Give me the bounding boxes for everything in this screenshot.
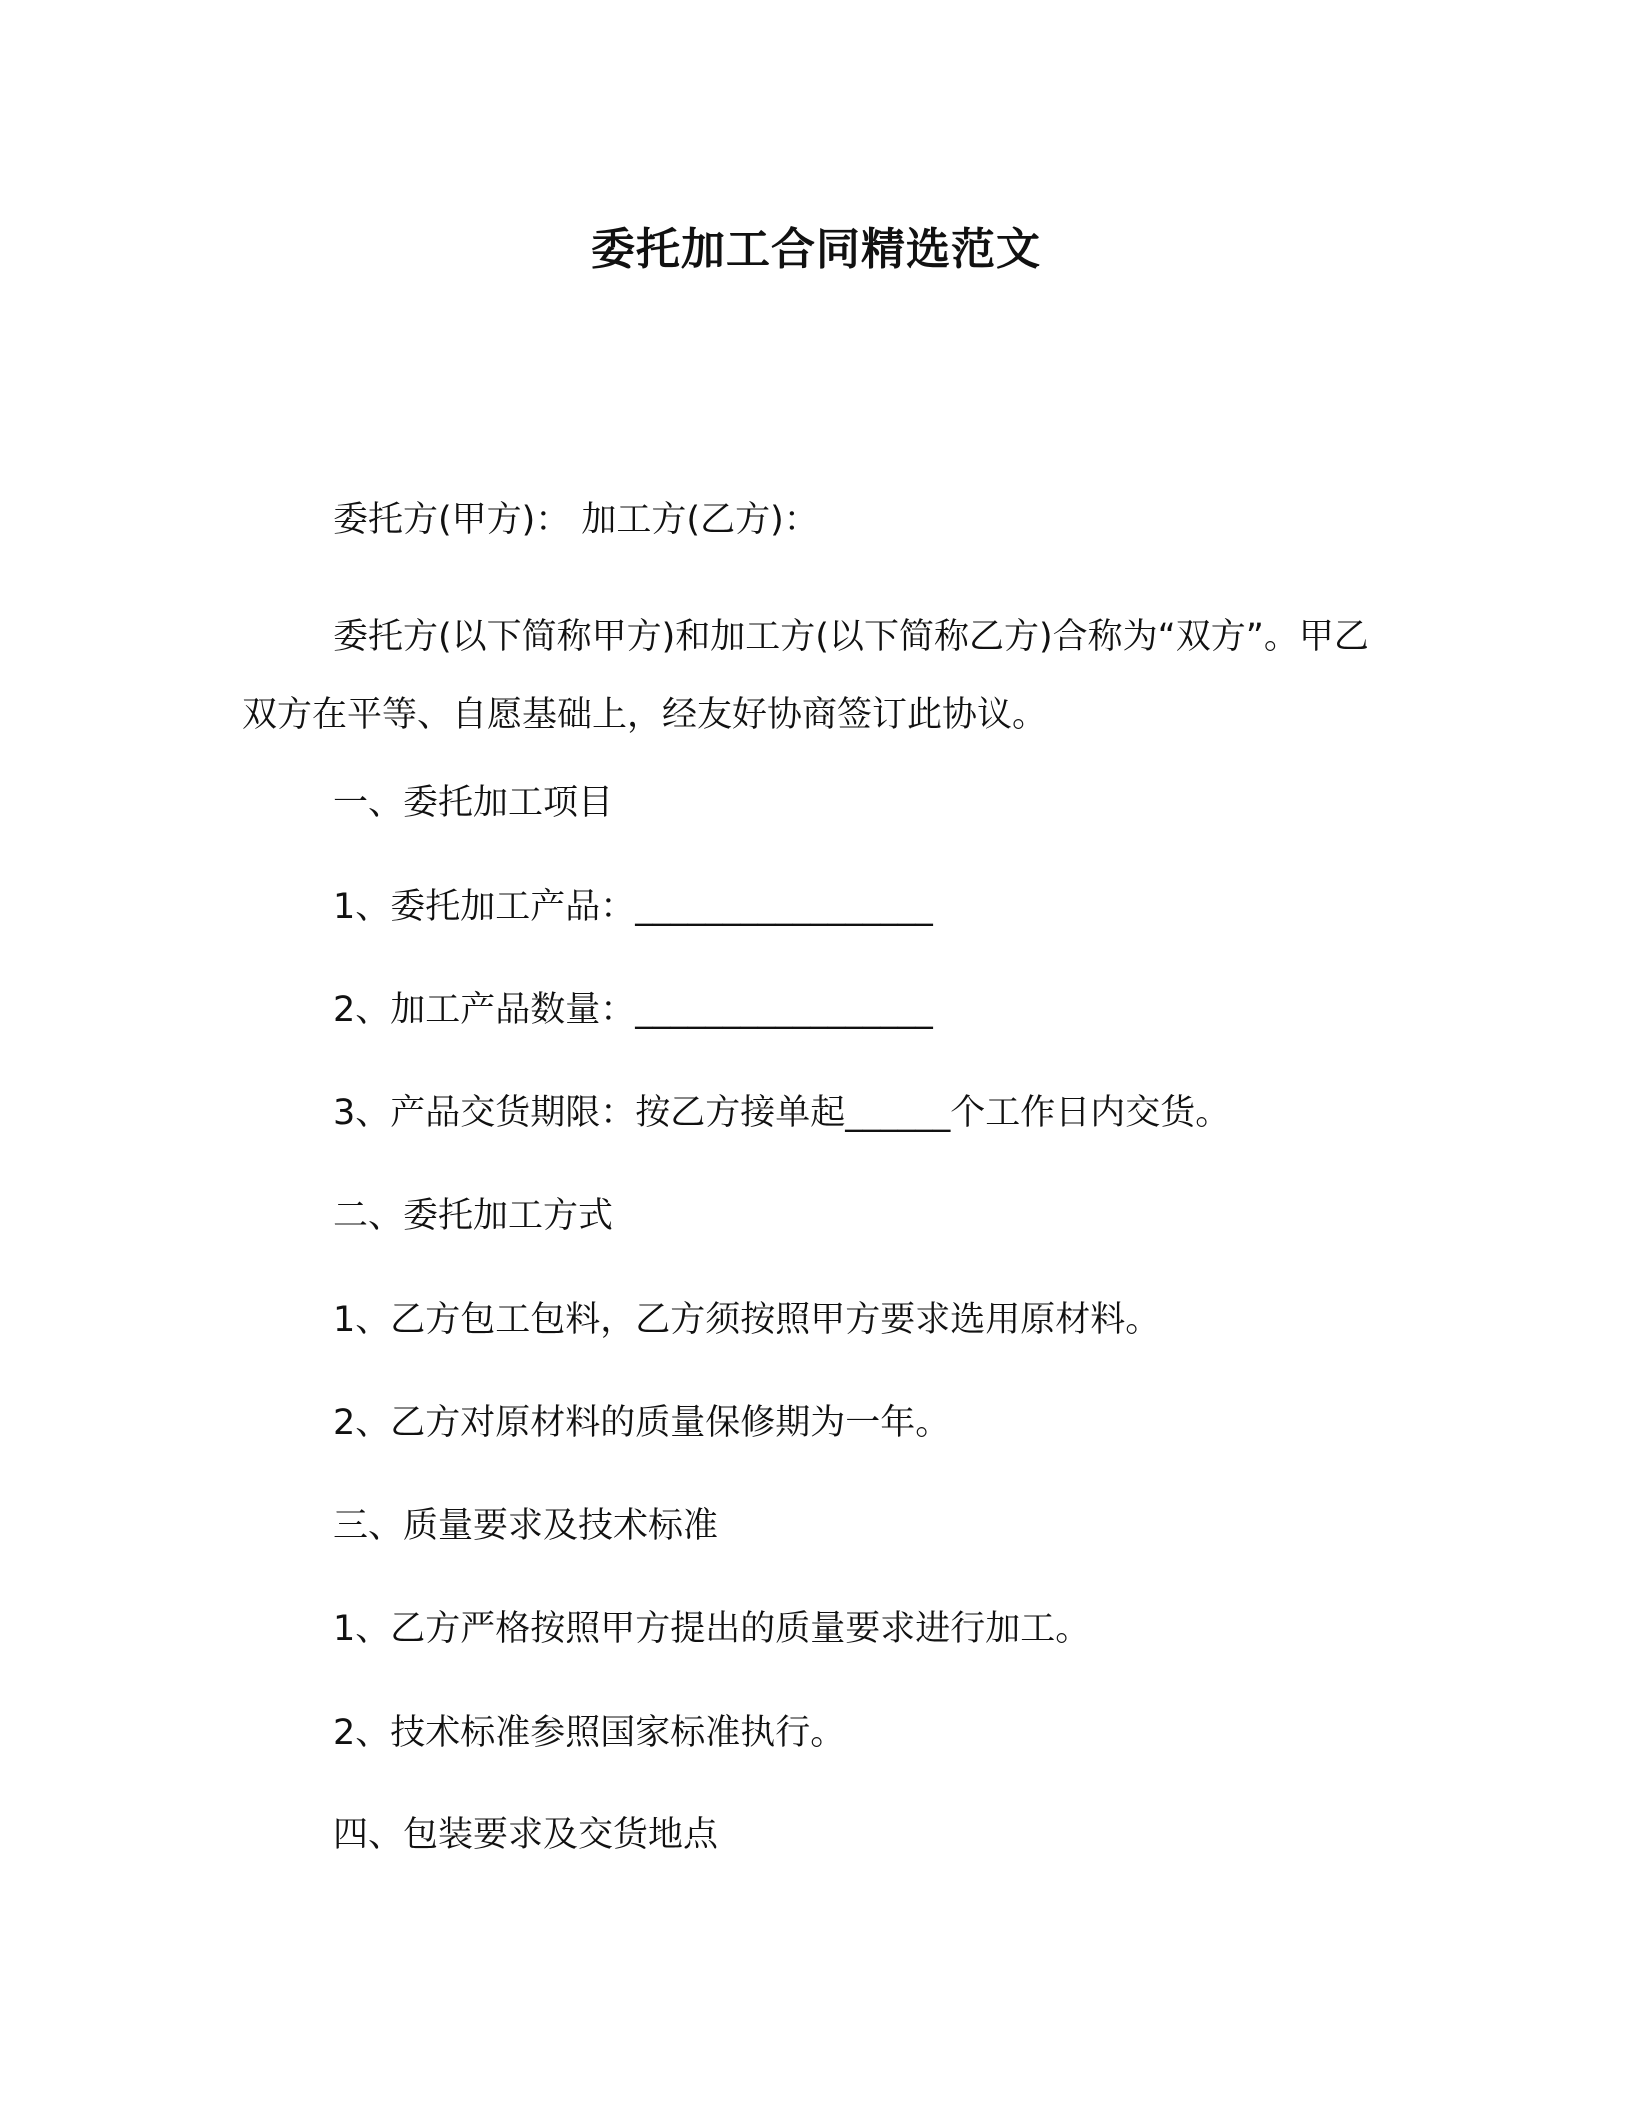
section-1-item-3: 3、产品交货期限：按乙方接单起______个工作日内交货。 [333, 1093, 1231, 1133]
intro-paragraph-text: 委托方(以下简称甲方)和加工方(以下简称乙方)合称为“双方”。甲乙双方在平等、自愿基础上，经友好协商签订此协议。 [242, 617, 1369, 735]
section-heading-2: 二、委托加工方式 [333, 1196, 614, 1236]
document-title: 委托加工合同精选范文 [591, 224, 1041, 275]
section-heading-4: 四、包装要求及交货地点 [333, 1815, 719, 1855]
parties-line: 委托方(甲方)： 加工方(乙方)： [333, 500, 819, 540]
section-heading-3: 三、质量要求及技术标准 [333, 1506, 719, 1546]
section-3-item-2: 2、技术标准参照国家标准执行。 [333, 1713, 846, 1753]
section-1-item-1: 1、委托加工产品：_________________ [333, 887, 933, 927]
section-3-item-1: 1、乙方严格按照甲方提出的质量要求进行加工。 [333, 1609, 1091, 1649]
section-1-item-2: 2、加工产品数量：_________________ [333, 990, 933, 1030]
section-2-item-1: 1、乙方包工包料，乙方须按照甲方要求选用原材料。 [333, 1300, 1161, 1340]
intro-paragraph [242, 598, 1392, 754]
section-heading-1: 一、委托加工项目 [333, 783, 614, 823]
section-2-item-2: 2、乙方对原材料的质量保修期为一年。 [333, 1403, 951, 1443]
